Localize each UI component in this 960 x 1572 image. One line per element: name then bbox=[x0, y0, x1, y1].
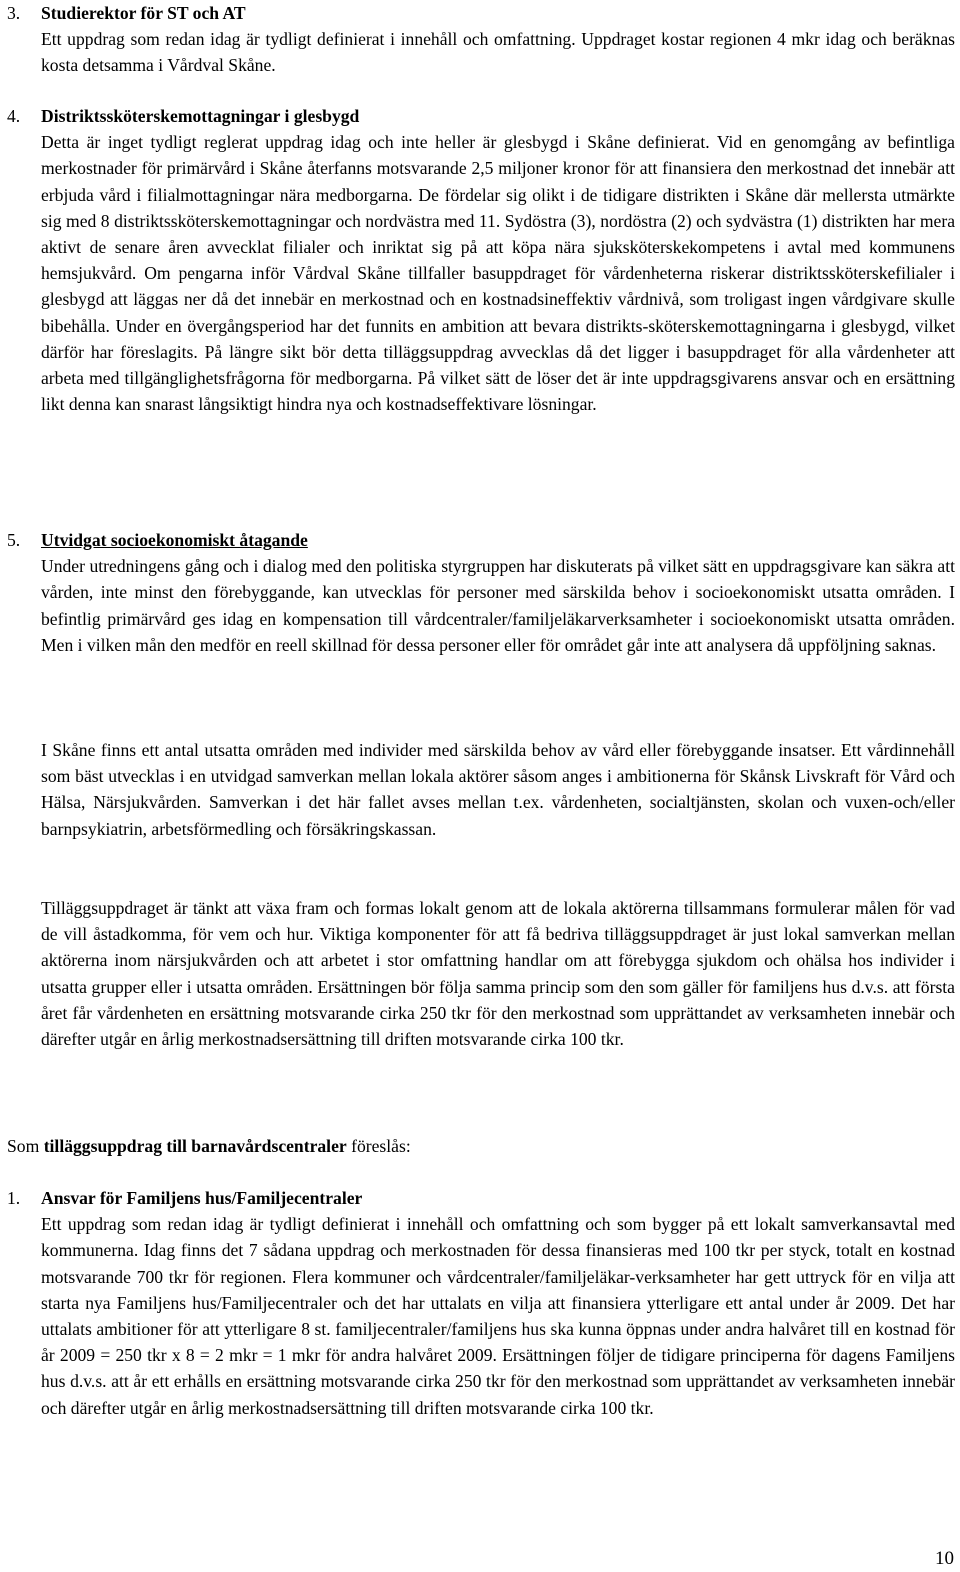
intro-line bbox=[7, 1133, 955, 1159]
list-number: 5. bbox=[7, 530, 21, 550]
page-number: 10 bbox=[935, 1548, 954, 1569]
list-item-studierektor bbox=[7, 0, 955, 79]
intro-prefix: Som bbox=[7, 1136, 40, 1156]
list-item-socioekonomiskt bbox=[7, 527, 955, 658]
section-body: Under utredningens gång och i dialog med den politiska styrgruppen har diskuterats på vilket sätt en uppdragsgivare kan säkra att vården, inte minst den förebyggande, kan utvecklas för personer med särskilda behov i socioekonomiskt utsatta områden. I befintlig primärvård ges idag en kompensation till vårdcentraler/familjeläkarverksamheter i socioekonomiskt utsatta områden. Men i vilken mån den medför en reell skillnad för dessa personer eller för området går inte att analysera då uppföljning saknas. bbox=[41, 556, 955, 655]
intro-bold: tilläggsuppdrag till barnavårdscentraler bbox=[43, 1136, 347, 1156]
section-body: Ett uppdrag som redan idag är tydligt definierat i innehåll och omfattning och som bygger på ett lokalt samverkansavtal med kommunerna. Idag finns det 7 sådana uppdrag och merkostnaden för dessa finansieras med 100 tkr per styck, totalt en kostnad motsvarande 700 tkr för regionen. Flera kommuner och vårdcentraler/familjeläkar-verksamheter har gett uttryck för en vilja att starta nya Familjens hus/Familjecentraler och det har uttalats en vilja att finansiera ytterligare ett antal under år 2009. Det har uttalats ambitioner för att ytterligare 8 st. familjecentraler/familjens hus ska kunna öppnas under andra halvåret till en kostnad för år 2009 = 250 tkr x 8 = 2 mkr = 1 mkr för andra halvåret 2009. Ersättningen följer de tidigare principerna för dagens Familjens hus d.v.s. att år ett erhålls en ersättning motsvarande cirka 250 tkr för den merkostnad som upprättandet av verksamheten innebär och därefter utgår en årlig merkostnadsersättning till driften motsvarande cirka 100 tkr. bbox=[41, 1214, 955, 1418]
list-number: 1. bbox=[7, 1188, 21, 1208]
section-heading: Distriktssköterskemottagningar i glesbygd bbox=[41, 106, 360, 126]
section-body: Detta är inget tydligt reglerat uppdrag idag och inte heller är glesbygd i Skåne definierat. Vid en genomgång av befintliga merkostnader för primärvård i Skåne återfanns motsvarande 2,5 miljoner kronor för att finansiera den merkostnad det innebär att erbjuda vård i filialmottagningar nära medborgarna. De fördelar sig olikt i de tidigare distrikten i Skåne där mellersta utmärkte sig med 8 distriktssköterskemottagningar och nordvästra med 11. Sydöstra (3), nordöstra (2) och sydvästra (1) distrikten har mera aktivt de senare åren avvecklat filialer och inriktat sig på att köpa nära sjuksköterskekompetens i avtal med kommunens hemsjukvård. Om pengarna inför Vårdval Skåne tillfaller basuppdraget för vårdenheterna riskerar distriktssköterskefilialer i glesbygd att läggas ner då det innebär en merkostnad och en kostnadsineffektiv vårdnivå, som troligast ingen vårdgivare skulle bibehålla. Under en övergångsperiod har det funnits en ambition att bevara distrikts-sköterskemottagningarna i glesbygd, vilket därför har föreslagits. På längre sikt bör detta tilläggsuppdrag avvecklas då det ligger i basuppdraget för alla vårdenheter att arbeta med tillgänglighetsfrågorna för medborgarna. På vilket sätt de löser det är inte uppdragsgivarens ansvar och en ersättning likt denna kan snarast långsiktigt hindra nya och kostnadseffektivare lösningar. bbox=[41, 132, 955, 415]
list-number: 3. bbox=[7, 3, 21, 23]
intro-suffix: föreslås: bbox=[351, 1136, 411, 1156]
list-item-familjens-hus bbox=[7, 1185, 955, 1421]
list-number: 4. bbox=[7, 106, 21, 126]
section-heading: Ansvar för Familjens hus/Familjecentraler bbox=[41, 1188, 363, 1208]
section-body: Ett uppdrag som redan idag är tydligt definierat i innehåll och omfattning. Uppdraget kostar regionen 4 mkr idag och beräknas kosta detsamma i Vårdval Skåne. bbox=[41, 29, 955, 76]
section-heading: Utvidgat socioekonomiskt åtagande bbox=[41, 530, 308, 550]
paragraph-utsatta-omraden: I Skåne finns ett antal utsatta områden med individer med särskilda behov av vård eller förebyggande insatser. Ett vårdinnehåll som bäst utvecklas i en utvidgad samverkan mellan lokala aktörer såsom anges i ambitionerna för Skånsk Livskraft för Vård och Hälsa, Närsjukvården. Samverkan i det här fallet avses mellan t.ex. vårdenheten, socialtjänsten, skolan och vuxen-och/eller barnpsykiatrin, arbetsförmedling och försäkringskassan. bbox=[41, 740, 955, 839]
list-item-distriktssköterskemottagningar bbox=[7, 103, 955, 417]
section-heading: Studierektor för ST och AT bbox=[41, 3, 246, 23]
paragraph-tillaggsuppdraget: Tilläggsuppdraget är tänkt att växa fram och formas lokalt genom att de lokala aktörerna tillsammans formulerar målen för vad de vill åstadkomma, för vem och hur. Viktiga komponenter för att få bedriva tilläggsuppdraget är just lokal samverkan mellan aktörerna inom närsjukvården och att arbetet i stor omfattning handlar om att förebygga sjukdom och ohälsa hos individer i utsatta grupper eller i utsatta områden. Ersättningen bör följa samma princip som den som gäller för familjens hus d.v.s. att första året får vårdenheten en ersättning motsvarande cirka 250 tkr för den merkostnad som upprättandet av verksamheten innebär och därefter utgår en årlig merkostnadsersättning till driften motsvarande cirka 100 tkr. bbox=[41, 898, 955, 1050]
